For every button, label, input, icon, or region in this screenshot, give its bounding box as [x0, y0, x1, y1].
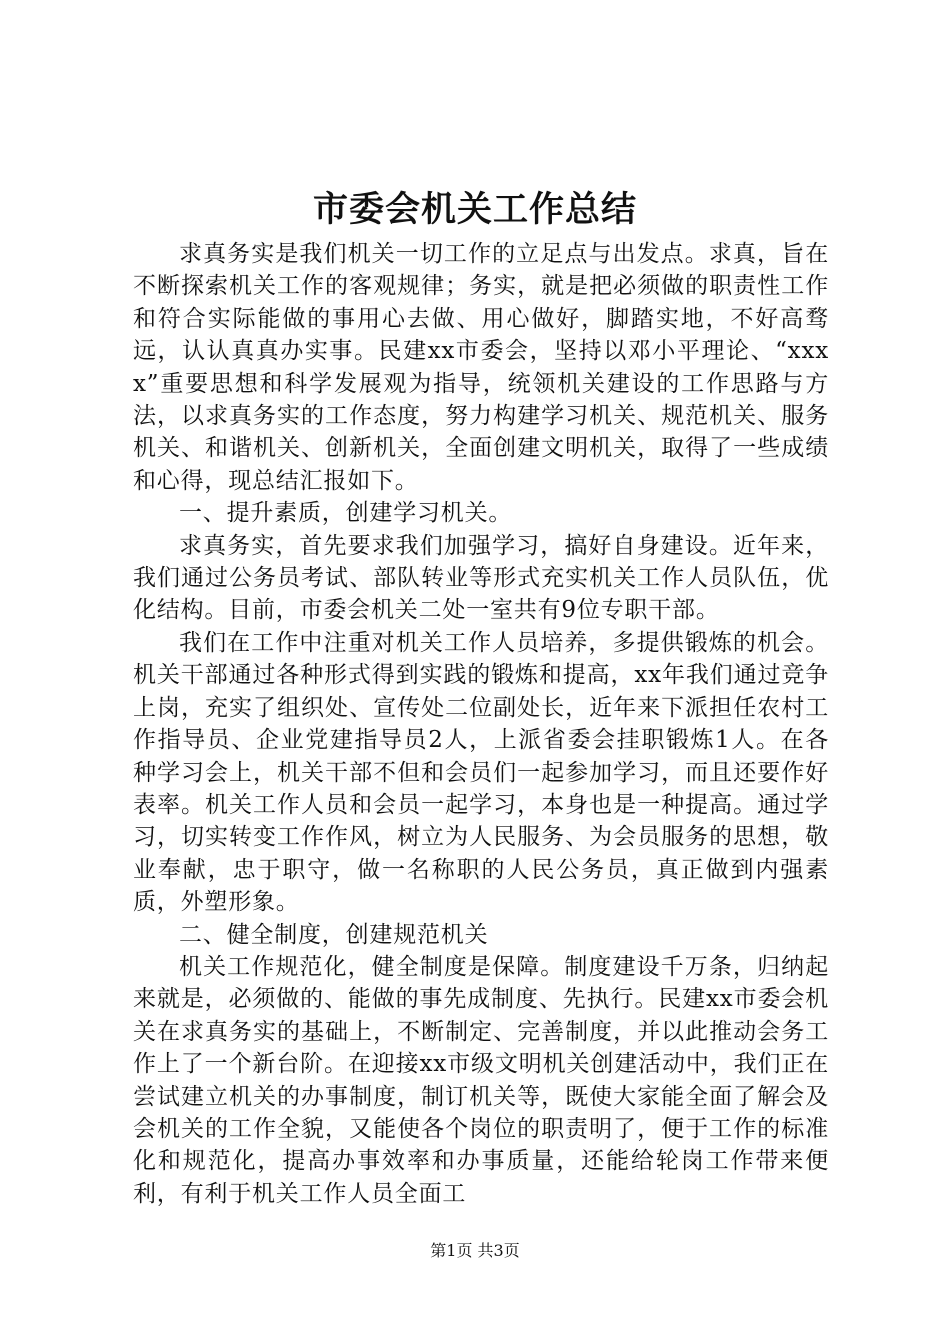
paragraph-study-2: 我们在工作中注重对机关工作人员培养，多提供锻炼的机会。机关干部通过各种形式得到实践的锻炼和提高，xx年我们通过竞争上岗，充实了组织处、宣传处二位副处长，近年来下派担任农村工作指导员、企业党建指导员2人，上派省委会挂职锻炼1人。在各种学习会上，机关干部不但和会员们一起参加学习，而且还要作好表率。机关工作人员和会员一起学习，本身也是一种提高。通过学习，切实转变工作作风，树立为人民服务、为会员服务的思想，敬业奉献，忠于职守，做一名称职的人民公务员，真正做到内强素质，外塑形象。 — [133, 629, 829, 916]
section-heading-2: 二、健全制度，创建规范机关 — [179, 921, 489, 948]
paragraph-rules: 机关工作规范化，健全制度是保障。制度建设千万条，归纳起来就是，必须做的、能做的事先成制度、先执行。民建xx市委会机关在求真务实的基础上，不断制定、完善制度，并以此推动会务工作上了一个新台阶。在迎接xx市级文明机关创建活动中，我们正在尝试建立机关的办事制度，制订机关等，既使大家能全面了解会及会机关的工作全貌，又能使各个岗位的职责明了，便于工作的标准化和规范化，提高办事效率和办事质量，还能给轮岗工作带来便利，有利于机关工作人员全面工 — [133, 953, 829, 1207]
paragraph-study-1: 求真务实，首先要求我们加强学习，搞好自身建设。近年来，我们通过公务员考试、部队转业等形式充实机关工作人员队伍，优化结构。目前，市委会机关二处一室共有9位专职干部。 — [133, 532, 829, 624]
paragraph-intro: 求真务实是我们机关一切工作的立足点与出发点。求真，旨在不断探索机关工作的客观规律；务实，就是把必须做的职责性工作和符合实际能做的事用心去做、用心做好，脚踏实地，不好高骛远，认认真真办实事。民建xx市委会，坚持以邓小平理论、“xxxx”重要思想和科学发展观为指导，统领机关建设的工作思路与方法，以求真务实的工作态度，努力构建学习机关、规范机关、服务机关、和谐机关、创新机关，全面创建文明机关，取得了一些成绩和心得，现总结汇报如下。 — [133, 241, 829, 494]
section-heading-1: 一、提升素质，创建学习机关。 — [179, 500, 513, 527]
document-title: 市委会机关工作总结 — [312, 189, 637, 230]
document-body — [133, 238, 829, 1210]
page-footer: 第1页 共3页 — [430, 1241, 520, 1260]
